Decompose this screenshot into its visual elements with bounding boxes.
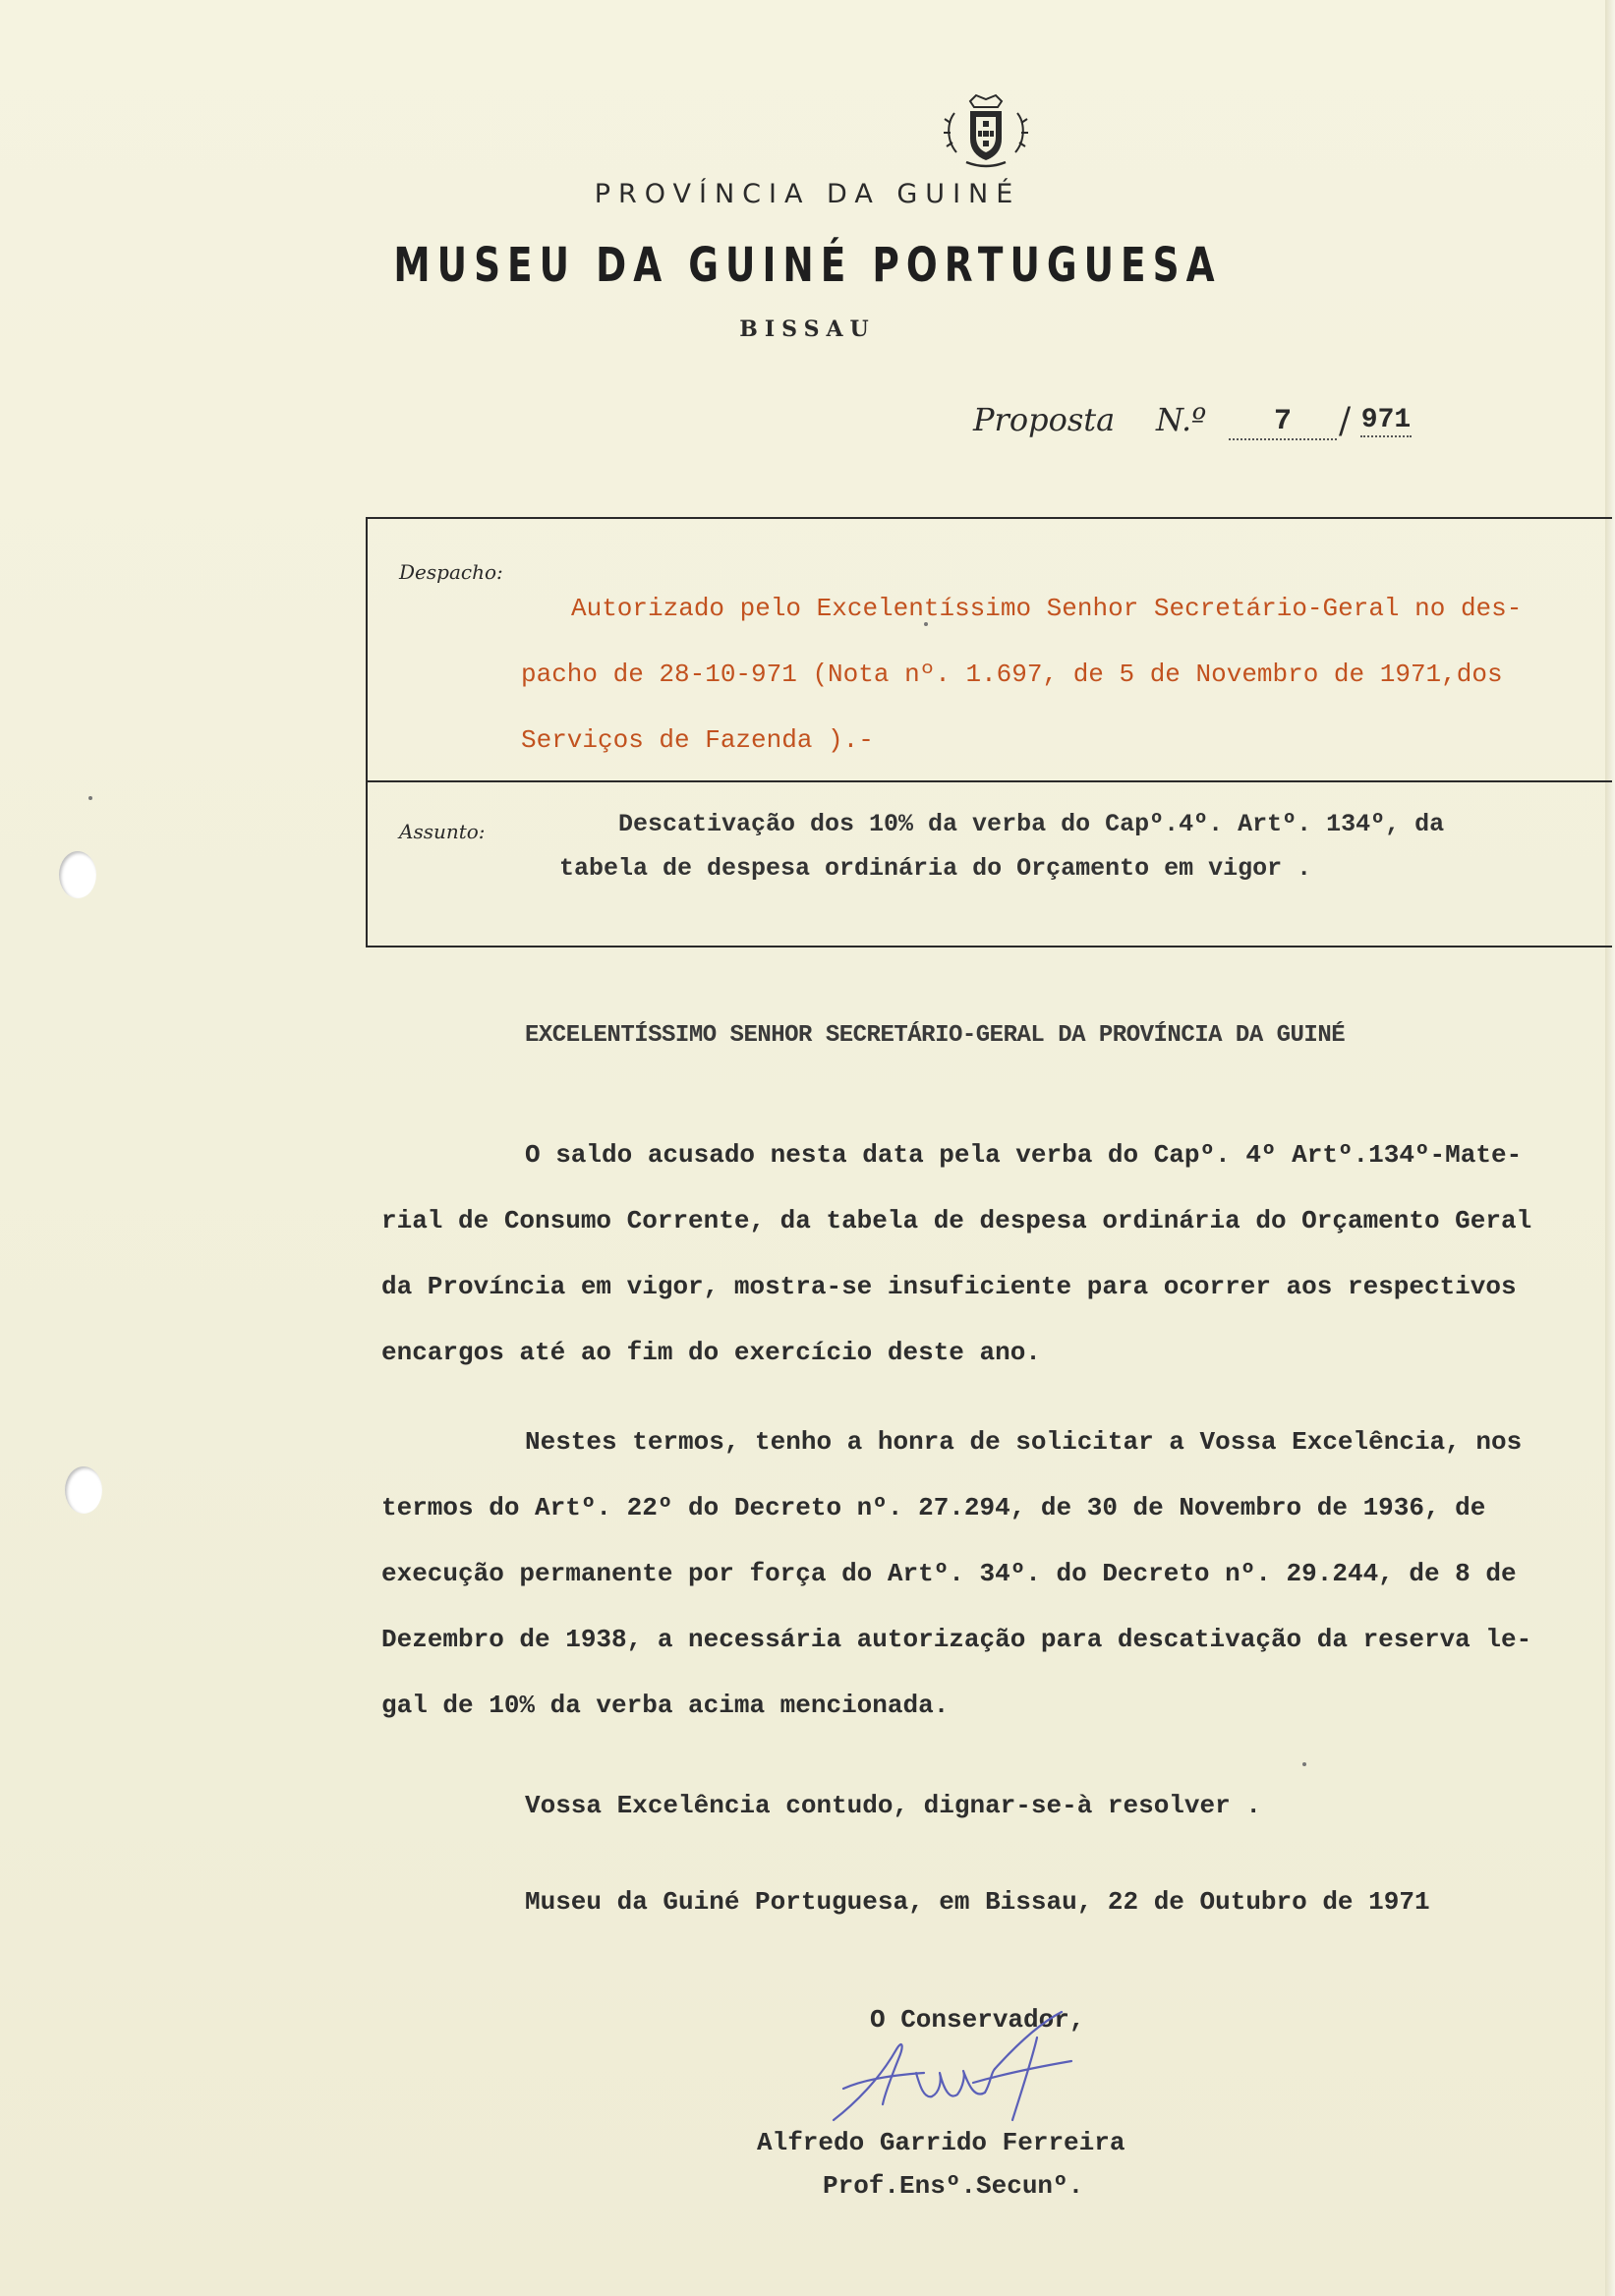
paragraph-line: Nestes termos, tenho a honra de solicitar a Vossa Excelência, nos [525, 1427, 1523, 1457]
proposal-number-label: N.º [1156, 401, 1207, 438]
closing-line: Vossa Excelência contudo, dignar-se-à resolver . [525, 1791, 1261, 1820]
paragraph-line: rial de Consumo Corrente, da tabela de despesa ordinária do Orçamento Geral [381, 1206, 1532, 1235]
body-paragraph-2 [381, 1409, 1610, 1739]
paragraph-line: encargos até ao fim do exercício deste ano. [381, 1338, 1041, 1367]
dispatch-label: Despacho: [399, 560, 503, 584]
body-paragraph-1 [381, 1122, 1610, 1386]
province-heading: PROVÍNCIA DA GUINÉ [594, 179, 1021, 209]
subject-line: Descativação dos 10% da verba do Capº.4º. Artº. 134º, da [618, 810, 1445, 838]
paragraph-line: execução permanente por força do Artº. 34º. do Decreto nº. 29.244, de 8 de [381, 1559, 1517, 1588]
subject-text [559, 802, 1601, 890]
dispatch-text [521, 576, 1602, 774]
box-divider [368, 780, 1612, 782]
proposal-year: 971 [1360, 405, 1412, 435]
signatory-title: O Conservador, [870, 2005, 1085, 2035]
museum-heading: MUSEU DA GUINÉ PORTUGUESA [393, 238, 1222, 293]
dispatch-line: Autorizado pelo Excelentíssimo Senhor Secretário-Geral no des- [571, 594, 1523, 623]
city-heading: BISSAU [739, 316, 876, 342]
place-date-line: Museu da Guiné Portuguesa, em Bissau, 22 de Outubro de 1971 [525, 1887, 1430, 1917]
dispatch-line: pacho de 28-10-971 (Nota nº. 1.697, de 5 de Novembro de 1971,dos [521, 660, 1503, 689]
dispatch-line: Serviços de Fazenda ).- [521, 725, 874, 755]
proposal-separator: / [1339, 401, 1352, 441]
handwritten-signature [826, 2010, 1140, 2128]
paper-speck [88, 796, 92, 800]
proposal-label: Proposta [973, 401, 1116, 438]
subject-line: tabela de despesa ordinária do Orçamento em vigor . [559, 854, 1312, 883]
dispatch-subject-box [366, 517, 1612, 947]
paragraph-line: termos do Artº. 22º do Decreto nº. 27.294, de 30 de Novembro de 1936, de [381, 1493, 1486, 1522]
signatory-role: Prof.Ensº.Secunº. [823, 2171, 1084, 2201]
coat-of-arms-icon [941, 93, 1031, 170]
paper-speck [1302, 1762, 1306, 1766]
paragraph-line: gal de 10% da verba acima mencionada. [381, 1691, 950, 1720]
signatory-name: Alfredo Garrido Ferreira [757, 2128, 1125, 2157]
addressee-heading: EXCELENTÍSSIMO SENHOR SECRETÁRIO-GERAL DA PROVÍNCIA DA GUINÉ [525, 1022, 1346, 1049]
punch-hole-top [59, 851, 96, 898]
proposal-number: 7 [1229, 405, 1337, 440]
subject-label: Assunto: [399, 820, 486, 843]
paragraph-line: Dezembro de 1938, a necessária autorização para descativação da reserva le- [381, 1625, 1532, 1654]
paragraph-line: da Província em vigor, mostra-se insuficiente para ocorrer aos respectivos [381, 1272, 1517, 1301]
paragraph-line: O saldo acusado nesta data pela verba do Capº. 4º Artº.134º-Mate- [525, 1140, 1523, 1170]
punch-hole-bottom [65, 1466, 102, 1514]
